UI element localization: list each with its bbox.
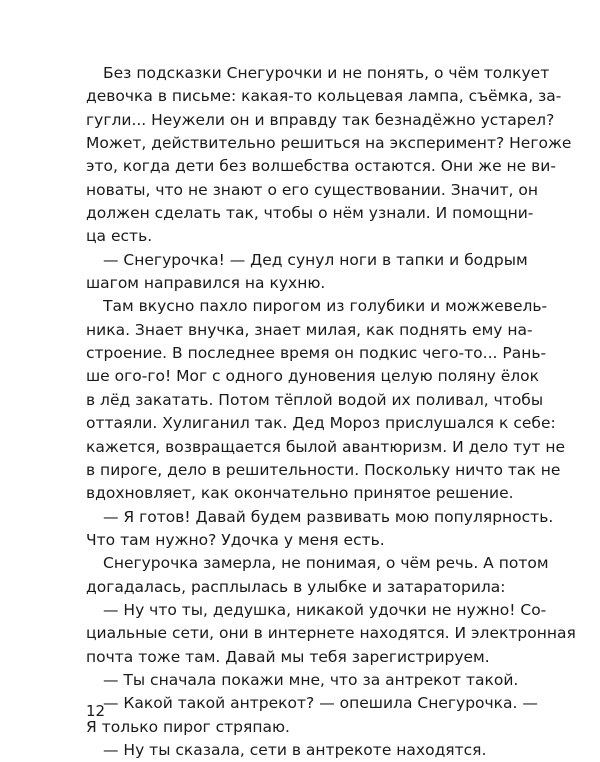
text-line: в лёд закатать. Потом тёплой водой их поливал, чтобы	[86, 390, 544, 409]
text-line: Без подсказки Снегурочки и не понять, о чём толкует	[103, 64, 550, 82]
text-line: новаты, что не знают о его существовании. Значит, он	[86, 180, 539, 199]
text-line: Там вкусно пахло пирогом из голубики и можжевель-	[103, 297, 548, 316]
text-line: Я только пирог стряпаю.	[86, 717, 290, 736]
text-line: ца есть.	[86, 227, 153, 246]
text-line: это, когда дети без волшебства остаются. Они же не ви-	[86, 157, 556, 176]
text-line: девочка в письме: какая-то кольцевая лампа, съёмка, за-	[86, 87, 562, 106]
text-line: — Я готов! Давай будем развивать мою популярность.	[103, 507, 554, 526]
text-line: Снегурочка замерла, не понимая, о чём речь. А потом	[103, 554, 549, 573]
text-line: Что там нужно? Удочка у меня есть.	[86, 530, 385, 549]
text-line: должен сделать так, чтобы о нём узнали. И помощни-	[86, 204, 534, 223]
text-line: в пироге, дело в решительности. Поскольку ничто так не	[86, 460, 561, 479]
text-line: гугли... Неужели он и вправду так безнадёжно устарел?	[86, 110, 555, 129]
text-line: почта тоже там. Давай мы тебя зарегистрируем.	[86, 647, 490, 666]
text-line: — Ну ты сказала, сети в антрекоте находятся.	[103, 740, 487, 759]
text-line: ника. Знает внучка, знает милая, как поднять ему на-	[86, 320, 533, 339]
text-line: — Снегурочка! — Дед сунул ноги в тапки и бодрым	[103, 250, 528, 269]
text-line: Может, действительно решиться на эксперимент? Негоже	[86, 134, 572, 153]
text-line: — Ну что ты, дедушка, никакой удочки не нужно! Со-	[103, 600, 547, 619]
text-line: кажется, возвращается былой авантюризм. И дело тут не	[86, 437, 566, 456]
text-line: догадалась, расплылась в улыбке и затараторила:	[86, 577, 506, 596]
text-line: циальные сети, они в интернете находятся. И электронная	[86, 624, 576, 643]
body-text	[86, 62, 576, 762]
page-number: 12	[86, 702, 106, 720]
text-line: вдохновляет, как окончательно принятое решение.	[86, 484, 514, 503]
text-line: шагом направился на кухню.	[86, 274, 326, 293]
text-line: оттаяли. Хулиганил так. Дед Мороз прислушался к себе:	[86, 414, 556, 433]
text-line: — Какой такой антрекот? — опешила Снегурочка. —	[103, 694, 538, 713]
text-line: строение. В последнее время он подкис чего-то... Рань-	[86, 344, 547, 363]
text-line: ше ого-го! Мог с одного дуновения целую поляну ёлок	[86, 367, 540, 386]
text-line: — Ты сначала покажи мне, что за антрекот такой.	[103, 670, 519, 689]
